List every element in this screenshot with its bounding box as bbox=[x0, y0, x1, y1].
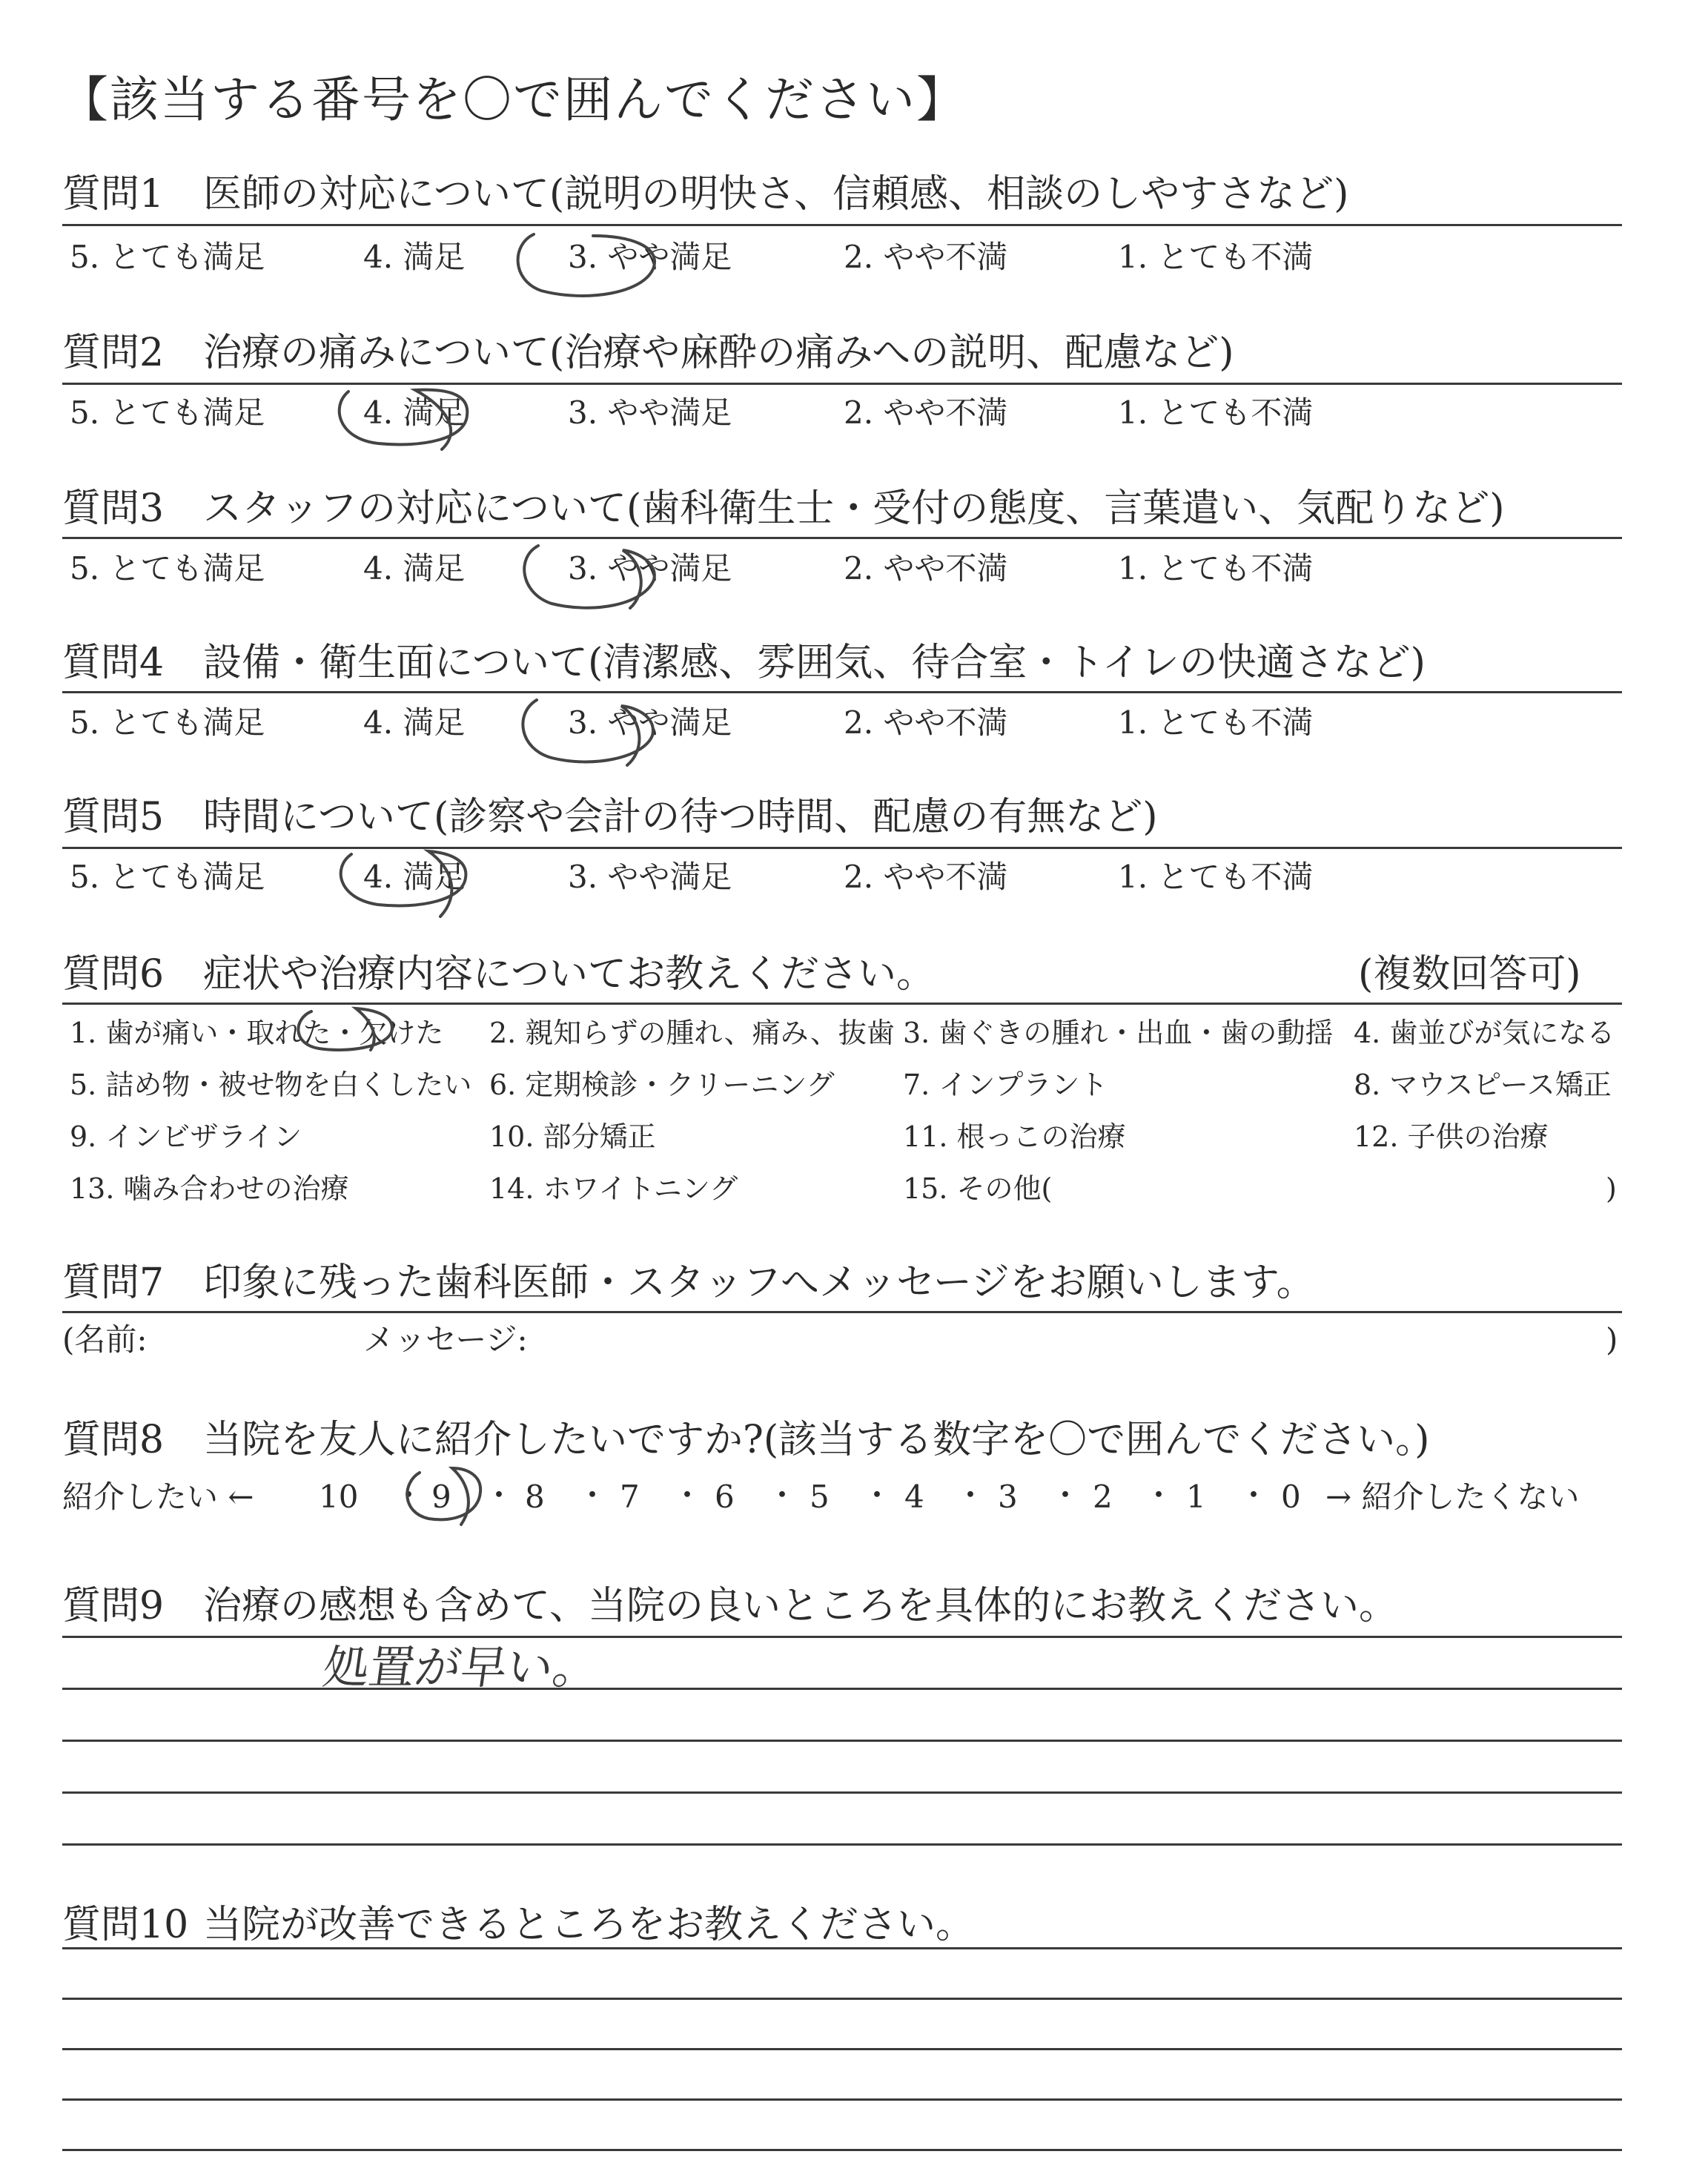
symptom-option-other[interactable]: 15. その他( bbox=[903, 1172, 1053, 1205]
question-title bbox=[62, 1261, 1315, 1305]
scale-9[interactable]: 9 bbox=[431, 1479, 451, 1515]
symptom-option[interactable]: 11. 根っこの治療 bbox=[903, 1120, 1126, 1153]
scale-dot: ・ bbox=[577, 1477, 609, 1513]
scale-dot: ・ bbox=[1238, 1477, 1270, 1513]
option-somewhat-dissatisfied[interactable]: 2. やや不満 bbox=[844, 550, 1008, 587]
symptom-option[interactable]: 7. インプラント bbox=[903, 1069, 1108, 1101]
question-number: 質問6 bbox=[62, 952, 165, 997]
option-satisfied[interactable]: 4. 満足 bbox=[363, 704, 466, 741]
option-satisfied[interactable]: 4. 満足 bbox=[363, 239, 466, 275]
option-very-dissatisfied[interactable]: 1. とても不満 bbox=[1118, 239, 1314, 275]
question-rule bbox=[62, 847, 1622, 849]
answer-line bbox=[62, 1998, 1622, 2000]
handwritten-answer[interactable]: 処置が早い。 bbox=[319, 1640, 603, 1694]
option-very-dissatisfied[interactable]: 1. とても不満 bbox=[1118, 394, 1314, 431]
option-somewhat-dissatisfied[interactable]: 2. やや不満 bbox=[844, 239, 1008, 275]
symptom-option[interactable]: 13. 噛み合わせの治療 bbox=[70, 1172, 349, 1205]
option-very-satisfied[interactable]: 5. とても満足 bbox=[70, 859, 265, 895]
symptom-option[interactable]: 2. 親知らずの腫れ、痛み、抜歯 bbox=[489, 1017, 895, 1049]
question-title bbox=[62, 486, 1505, 531]
question-text: 当院が改善できるところをお教えください。 bbox=[203, 1903, 975, 1947]
question-number: 質問7 bbox=[62, 1261, 165, 1305]
scale-6[interactable]: 6 bbox=[715, 1479, 735, 1515]
question-title bbox=[62, 172, 1349, 217]
question-text: 時間について(診察や会計の待つ時間、配慮の有無など) bbox=[203, 795, 1158, 839]
option-very-dissatisfied[interactable]: 1. とても不満 bbox=[1118, 859, 1314, 895]
symptom-option[interactable]: 3. 歯ぐきの腫れ・出血・歯の動揺 bbox=[903, 1017, 1334, 1049]
option-somewhat-satisfied[interactable]: 3. やや満足 bbox=[568, 394, 732, 431]
option-very-dissatisfied[interactable]: 1. とても不満 bbox=[1118, 704, 1314, 741]
scale-4[interactable]: 4 bbox=[904, 1479, 924, 1515]
scale-7[interactable]: 7 bbox=[620, 1479, 640, 1515]
option-satisfied[interactable]: 4. 満足 bbox=[363, 394, 466, 431]
answer-line bbox=[62, 1947, 1622, 1949]
page-header: 【該当する番号を〇で囲んでください】 bbox=[59, 71, 967, 128]
option-somewhat-dissatisfied[interactable]: 2. やや不満 bbox=[844, 394, 1008, 431]
symptom-option[interactable]: 9. インビザライン bbox=[70, 1120, 302, 1153]
answer-line bbox=[62, 2098, 1622, 2101]
question-rule bbox=[62, 224, 1622, 226]
question-number: 質問4 bbox=[62, 641, 165, 685]
question-title bbox=[62, 1584, 1397, 1628]
not-recommend-label: → 紹介したくない bbox=[1325, 1479, 1580, 1515]
answer-line bbox=[62, 1791, 1622, 1794]
answer-line bbox=[62, 1843, 1622, 1846]
option-satisfied[interactable]: 4. 満足 bbox=[363, 550, 466, 587]
symptom-option[interactable]: 10. 部分矯正 bbox=[489, 1120, 656, 1153]
symptom-option[interactable]: 6. 定期検診・クリーニング bbox=[489, 1069, 835, 1101]
question-number: 質問2 bbox=[62, 331, 165, 375]
question-rule bbox=[62, 1003, 1622, 1005]
scale-dot: ・ bbox=[767, 1477, 798, 1513]
option-very-satisfied[interactable]: 5. とても満足 bbox=[70, 704, 265, 741]
answer-line bbox=[62, 2048, 1622, 2050]
symptom-option[interactable]: 1. 歯が痛い・取れた・欠けた bbox=[70, 1017, 444, 1049]
scale-dot: ・ bbox=[483, 1477, 515, 1513]
option-satisfied[interactable]: 4. 満足 bbox=[363, 859, 466, 895]
question-text: 治療の感想も含めて、当院の良いところを具体的にお教えください。 bbox=[203, 1584, 1397, 1628]
question-title bbox=[62, 331, 1234, 375]
question-text: 症状や治療内容についてお教えください。 bbox=[203, 952, 935, 997]
scale-10[interactable]: 10 bbox=[319, 1479, 359, 1515]
question-rule bbox=[62, 383, 1622, 385]
name-label: (名前: bbox=[62, 1321, 148, 1358]
question-text: 医師の対応について(説明の明快さ、信頼感、相談のしやすさなど) bbox=[203, 172, 1349, 217]
option-very-satisfied[interactable]: 5. とても満足 bbox=[70, 394, 265, 431]
answer-line bbox=[62, 1636, 1622, 1638]
recommend-label: 紹介したい ← bbox=[62, 1479, 254, 1515]
scale-2[interactable]: 2 bbox=[1093, 1479, 1113, 1515]
scale-0[interactable]: 0 bbox=[1281, 1479, 1301, 1515]
question-number: 質問3 bbox=[62, 486, 165, 531]
question-title bbox=[62, 641, 1426, 685]
question-number: 質問8 bbox=[62, 1418, 165, 1462]
question-title bbox=[62, 795, 1158, 839]
symptom-option[interactable]: 8. マウスピース矯正 bbox=[1354, 1069, 1612, 1101]
question-text: 治療の痛みについて(治療や麻酔の痛みへの説明、配慮など) bbox=[203, 331, 1234, 375]
multiple-answer-note: (複数回答可) bbox=[1358, 952, 1581, 997]
symptom-option[interactable]: 5. 詰め物・被せ物を白くしたい bbox=[70, 1069, 472, 1101]
question-number: 質問1 bbox=[62, 172, 165, 217]
message-close-paren: ) bbox=[1606, 1321, 1618, 1358]
option-somewhat-satisfied[interactable]: 3. やや満足 bbox=[568, 239, 732, 275]
question-text: 当院を友人に紹介したいですか?(該当する数字を〇で囲んでください。) bbox=[203, 1418, 1430, 1462]
question-title bbox=[62, 1418, 1430, 1462]
symptom-option[interactable]: 4. 歯並びが気になる bbox=[1354, 1017, 1615, 1049]
scale-dot: ・ bbox=[1143, 1477, 1175, 1513]
scale-dot: ・ bbox=[861, 1477, 893, 1513]
answer-line bbox=[62, 1688, 1622, 1690]
answer-line bbox=[62, 2149, 1622, 2151]
question-title bbox=[62, 1903, 975, 1947]
question-title bbox=[62, 952, 935, 997]
scale-dot: ・ bbox=[1050, 1477, 1082, 1513]
option-very-dissatisfied[interactable]: 1. とても不満 bbox=[1118, 550, 1314, 587]
other-close-paren: ) bbox=[1606, 1172, 1617, 1205]
question-number: 質問9 bbox=[62, 1584, 165, 1628]
question-number: 質問5 bbox=[62, 795, 165, 839]
question-rule bbox=[62, 1311, 1622, 1313]
option-very-satisfied[interactable]: 5. とても満足 bbox=[70, 239, 265, 275]
question-text: 設備・衛生面について(清潔感、雰囲気、待合室・トイレの快適さなど) bbox=[203, 641, 1426, 685]
option-somewhat-satisfied[interactable]: 3. やや満足 bbox=[568, 550, 732, 587]
symptom-option[interactable]: 14. ホワイトニング bbox=[489, 1172, 738, 1205]
question-number: 質問10 bbox=[62, 1903, 189, 1947]
option-very-satisfied[interactable]: 5. とても満足 bbox=[70, 550, 265, 587]
answer-line bbox=[62, 1740, 1622, 1742]
scale-5[interactable]: 5 bbox=[810, 1479, 830, 1515]
scale-dot: ・ bbox=[955, 1477, 987, 1513]
scale-3[interactable]: 3 bbox=[998, 1479, 1018, 1515]
question-text: 印象に残った歯科医師・スタッフへメッセージをお願いします。 bbox=[203, 1261, 1315, 1305]
question-rule bbox=[62, 537, 1622, 539]
scale-8[interactable]: 8 bbox=[525, 1479, 545, 1515]
option-somewhat-satisfied[interactable]: 3. やや満足 bbox=[568, 704, 732, 741]
symptom-option[interactable]: 12. 子供の治療 bbox=[1354, 1120, 1549, 1153]
scale-dot: ・ bbox=[393, 1477, 425, 1513]
option-somewhat-dissatisfied[interactable]: 2. やや不満 bbox=[844, 859, 1008, 895]
scale-dot: ・ bbox=[672, 1477, 704, 1513]
option-somewhat-dissatisfied[interactable]: 2. やや不満 bbox=[844, 704, 1008, 741]
option-somewhat-satisfied[interactable]: 3. やや満足 bbox=[568, 859, 732, 895]
scale-1[interactable]: 1 bbox=[1186, 1479, 1206, 1515]
question-rule bbox=[62, 691, 1622, 693]
question-text: スタッフの対応について(歯科衛生士・受付の態度、言葉遣い、気配りなど) bbox=[203, 486, 1505, 531]
message-label: メッセージ: bbox=[363, 1321, 528, 1358]
